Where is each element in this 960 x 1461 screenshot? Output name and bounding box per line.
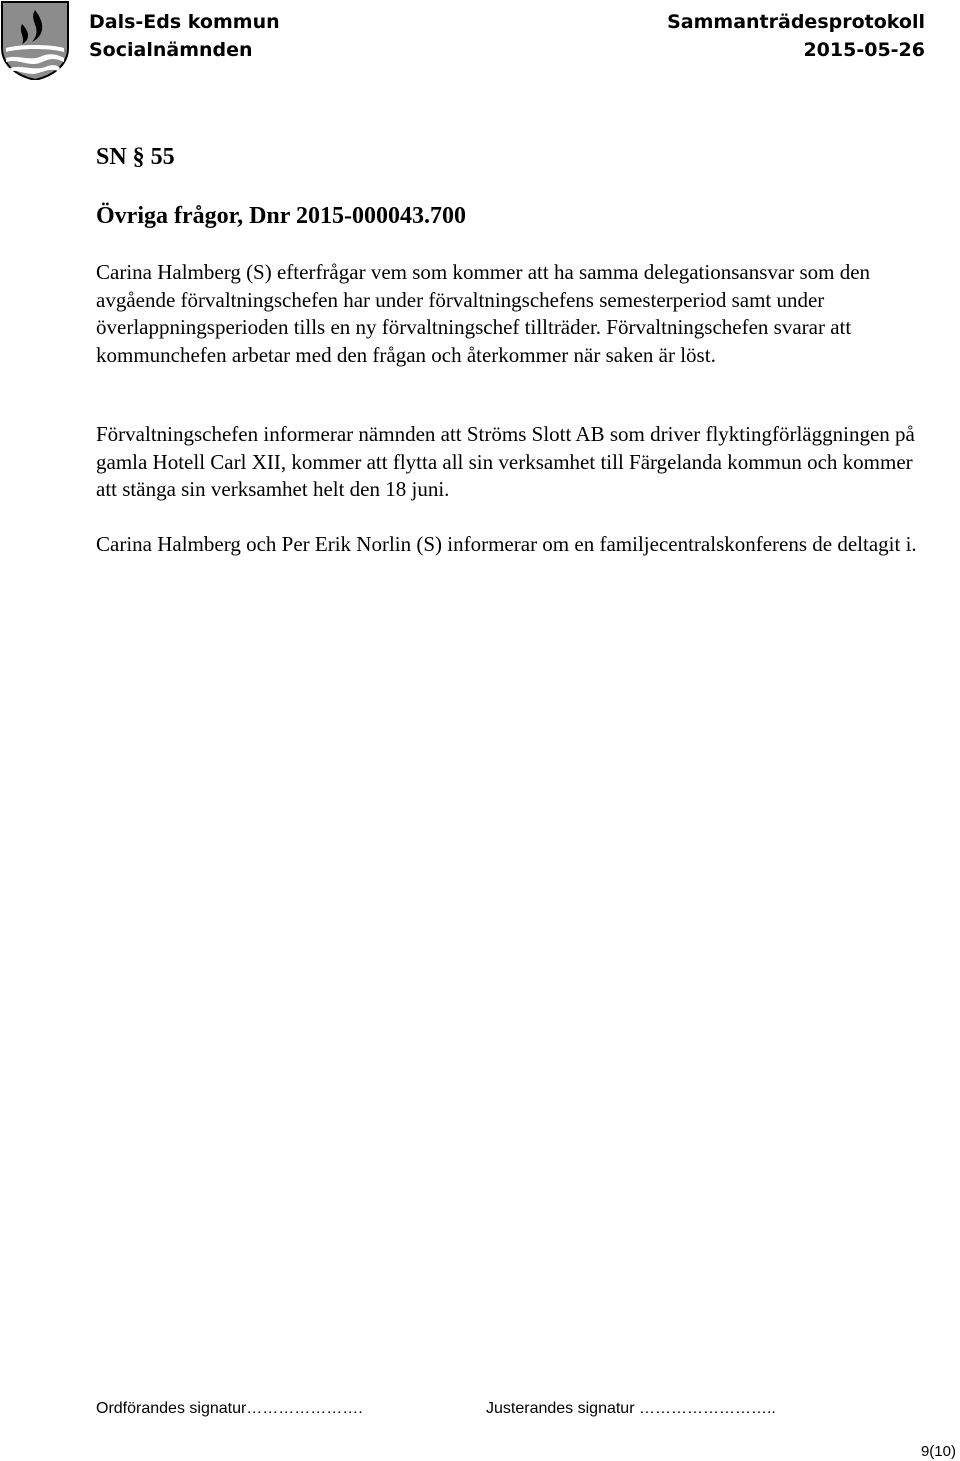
committee-name: Socialnämnden (89, 39, 253, 61)
paragraph-1: Carina Halmberg (S) efterfrågar vem som kommer att ha samma delegationsansvar som den avgående förvaltningschefen har under förvaltningschefens semesterperiod samt under överlappningsperioden tills en ny förvaltningschef tillträder. Förvaltningschefen svarar att kommunchefen arbetar med den frågan och återkommer när saken är löst. (96, 260, 871, 367)
header-right (667, 8, 925, 64)
chair-signature-line: Ordförandes signatur…………………. (96, 1400, 363, 1417)
header-left (89, 8, 280, 64)
document-type: Sammanträdesprotokoll (667, 11, 925, 33)
section-number: SN § 55 (96, 144, 175, 170)
page-number: 9(10) (920, 1443, 956, 1460)
section-title: Övriga frågor, Dnr 2015-000043.700 (96, 203, 466, 229)
paragraph-3: Carina Halmberg och Per Erik Norlin (S) informerar om en familjecentralskonferens de deltagit i. (96, 532, 917, 556)
adjuster-signature-line: Justerandes signatur …………………….. (486, 1400, 776, 1417)
meeting-date: 2015-05-26 (803, 39, 925, 61)
paragraph-2: Förvaltningschefen informerar nämnden att Ströms Slott AB som driver flyktingförläggningen på gamla Hotell Carl XII, kommer att flytta all sin verksamhet till Färgelanda kommun och kommer att stänga sin verksamhet helt den 18 juni. (96, 422, 915, 501)
coat-of-arms-logo (0, 0, 70, 80)
municipality-name: Dals-Eds kommun (89, 11, 280, 33)
